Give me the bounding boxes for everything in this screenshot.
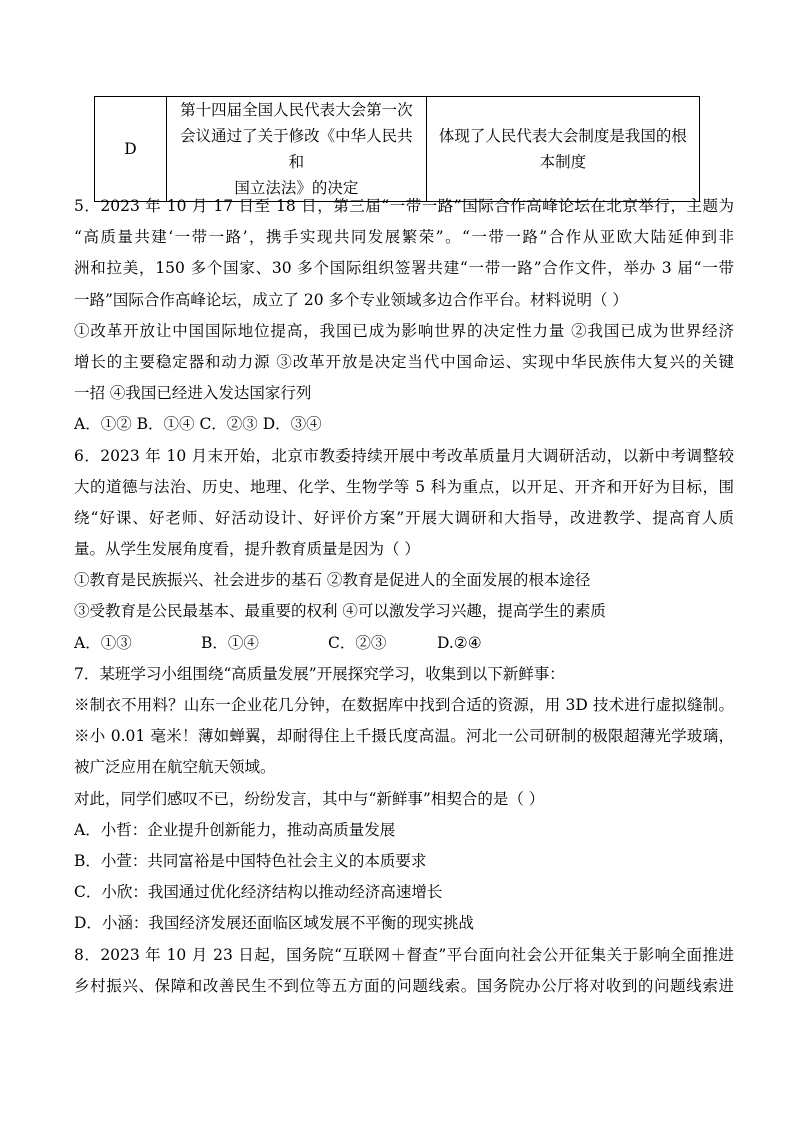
event-line: 会议通过了关于修改《中华人民共和 (180, 127, 413, 171)
question-5-line: 洲和拉美，150 多个国家、30 多个国际组织签署共建“一带一路”合作文件，举办 3 届“一带 (74, 259, 734, 278)
event-line: 第十四届全国人民代表大会第一次 (180, 101, 413, 119)
question-7-news: ※制衣不用料？山东一企业花几分钟，在数据库中找到合适的资源，用 3D 技术进行虚拟缝制。 (74, 696, 734, 714)
question-6-line: 6．2023 年 10 月末开始，北京市教委持续开展中考改革质量月大调研活动，以新中考调整较 (74, 446, 734, 465)
event-cell (166, 97, 426, 202)
question-5-statement: 一招 ④我国已经进入发达国家行列 (74, 384, 312, 403)
question-5-statement: ①改革开放让中国国际地位提高，我国已成为影响世界的决定性力量 ②我国已成为世界经济 (74, 321, 734, 340)
question-6-option-b: B．①④ (201, 633, 259, 652)
event-line: 国立法法》的决定 (234, 179, 359, 197)
meaning-line: 本制度 (539, 153, 587, 171)
question-8-line: 乡村振兴、保障和改善民生不到位等五方面的问题线索。国务院办公厅将对收到的问题线索进 (74, 976, 734, 995)
meaning-line: 体现了人民代表大会制度是我国的根 (438, 127, 687, 145)
question-6-statement: ①教育是民族振兴、社会进步的基石 ②教育是促进人的全面发展的根本途径 (74, 571, 591, 590)
question-6-line: 量。从学生发展角度看，提升教育质量是因为（ ） (74, 540, 420, 559)
question-6-option-c: C．②③ (328, 633, 387, 652)
question-6-line: 绕“好课、好老师、好活动设计、好评价方案”开展大调研和大指导，改进教学、提高育人质 (74, 508, 734, 527)
table-row (95, 97, 700, 202)
question-6-option-d: D.②④ (437, 633, 482, 652)
question-5-statement: 增长的主要稳定器和动力源 ③改革开放是决定当代中国命运、实现中华民族伟大复兴的关键 (74, 352, 734, 371)
question-7-news: 被广泛应用在航空航天领域。 (74, 758, 276, 777)
answer-option-table (94, 96, 700, 202)
question-8-line: 8．2023 年 10 月 23 日起，国务院“互联网＋督查”平台面向社会公开征集关于影响全面推进 (74, 945, 734, 964)
option-label: D (124, 140, 137, 158)
question-7-line: 7．某班学习小组围绕“高质量发展”开展探究学习，收集到以下新鲜事： (74, 664, 565, 683)
question-6-option-a: A．①③ (74, 633, 132, 652)
question-5-line: “高质量共建‘一带一路’，携手实现共同发展繁荣”。“一带一路”合作从亚欧大陆延伸到非 (74, 228, 734, 247)
question-6-statement: ③受教育是公民最基本、最重要的权利 ④可以激发学习兴趣，提高学生的素质 (74, 602, 606, 621)
question-5-line: 5．2023 年 10 月 17 日至 18 日，第三届“一带一路”国际合作高峰论坛在北京举行，主题为 (74, 197, 734, 215)
question-6-options (74, 628, 734, 659)
question-7-option: C．小欣：我国通过优化经济结构以推动经济高速增长 (74, 883, 443, 902)
question-block (74, 191, 734, 1002)
question-7-prompt: 对此，同学们感叹不已，纷纷发言，其中与“新鲜事”相契合的是（ ） (74, 789, 545, 808)
question-7-option: D．小涵：我国经济发展还面临区域发展不平衡的现实挑战 (74, 914, 474, 933)
question-5-line: 一路”国际合作高峰论坛，成立了 20 多个专业领域多边合作平台。材料说明（ ） (74, 290, 628, 309)
question-7-news: ※小 0.01 毫米！薄如蝉翼，却耐得住上千摄氏度高温。河北一公司研制的极限超薄光学玻璃， (74, 727, 734, 746)
option-label-cell (95, 97, 167, 202)
question-6-line: 大的道德与法治、历史、地理、化学、生物学等 5 科为重点，以开足、开齐和开好为目标，围 (74, 477, 734, 496)
question-7-option: A．小哲：企业提升创新能力，推动高质量发展 (74, 820, 396, 839)
question-7-option: B．小萱：共同富裕是中国特色社会主义的本质要求 (74, 851, 427, 870)
question-5-options: A．①② B．①④ C．②③ D．③④ (74, 415, 322, 434)
meaning-cell (426, 97, 699, 202)
